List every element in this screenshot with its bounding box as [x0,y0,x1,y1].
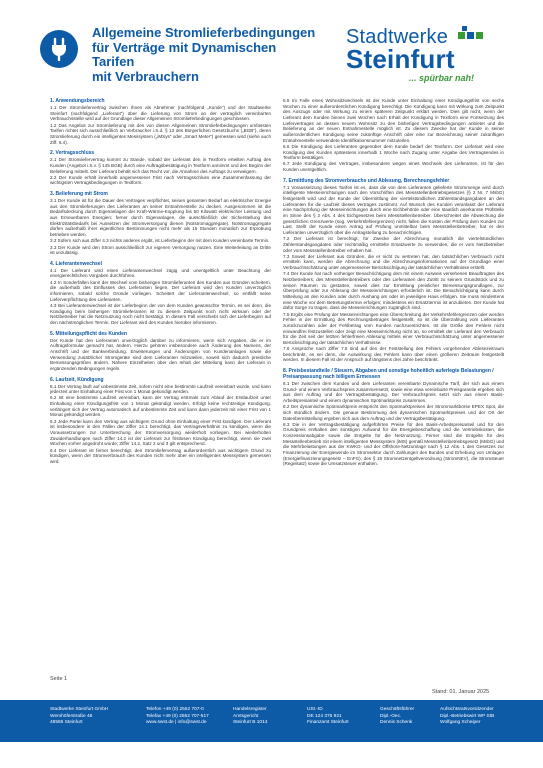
section-heading: 5. Mitteilungspflicht des Kunden [50,330,127,337]
footer-line: Dipl.-Oec. [380,713,402,719]
company-footer [0,700,543,742]
footer-line: Aufsichtsratsvorsitzender [440,707,494,712]
footer-line: Finanzamt Steinfurt [307,720,349,726]
section-heading: 1. Anwendungsbereich [50,98,105,104]
footer-line: Geschäftsführer [380,707,415,712]
section [50,261,271,326]
section-heading: 3. Belieferung mit Strom [50,191,108,198]
logo-square-icon [458,32,465,39]
section [50,331,271,372]
section-paragraph: 2.1 Der Stromliefervertrag kommt zu Stande, sobald der Lieferant den in Textform erteilten Auftrag des Kunden (Angebot i.S.v. § 145 BGB) durch eine Auftragsbestätigung in Textform annimmt und den Beginn der Belieferung mitteilt. Der Lieferant behält sich das Recht vor, die Annahme des Auftrags zu verweigern. [50,157,271,174]
section [283,98,504,173]
footer-contact [146,707,209,727]
section-heading: 6. Laufzeit, Kündigung [50,376,104,383]
section-paragraph: 7.6 Ansprüche nach Ziffer 7.5 sind auf den der Feststellung des Fehlers vorgehenden Ablesezeitraum beschränkt, es sei denn, die Auswirkung des Fehlers kann über einen größeren Zeitraum festgestellt werden. In diesem Fall ist der Anspruch auf längstens drei Jahre beschränkt. [283,346,504,363]
section-paragraph: 6.3 Jede Partei kann den Vertrag aus wichtigem Grund ohne Einhaltung einer Frist kündigen. Der Lieferant ist insbesondere in den Fällen der Ziffer 14.1 berechtigt, das Vertragsverhältnis zu kündigen, wenn die Voraussetzungen zur Unterbrechung der Stromversorgung wiederholt vorliegen. Bei wiederholten Zuwiderhandlungen nach Ziffer 14.2 ist der Lieferant zur fristlosen Kündigung berechtigt, wenn sie zwei Wochen vorher angedroht wurde; Ziffer 14.2, Satz 2 und 3 gilt entsprechend. [50,418,271,447]
footer-line: Dennis Schenk [380,720,413,726]
footer-line: Dipl.-Betriebswirt WP StB [440,713,495,719]
section [50,98,271,145]
section-paragraph: 3.3 Der Kunde wird den Strom ausschließlich zur eigenen Versorgung nutzen. Eine Weiterleitung an Dritte ist unzulässig. [50,244,271,256]
section-paragraph: 4.1 Der Lieferant wird einen Lieferantenwechsel zügig und unentgeltlich unter Beachtung der energierechtlichen Vorgaben durchführen. [50,267,271,279]
footer-management [380,707,414,727]
footer-line: Wemhöferstraße 48 [50,713,93,719]
footer-line: USt.-ID [307,707,323,712]
section-heading: 8. Preisbestandteile / Steuern, Abgaben und sonstige hoheitlich auferlegte Belastungen / Preisanpassung nach billigem Ermessen [283,368,494,381]
footer-line: www.swst.de | info@swst.de [146,720,207,726]
section-paragraph: 6.7 Jede Kündigung des Vertrages, insbesondere wegen eines Wechsels des Lieferanten, ist für den Kunden unentgeltlich. [283,161,504,173]
section-paragraph: 6.5 Im Falle eines Wohnsitzwechsels ist der Kunde unter Einhaltung einer Kündigungsfrist von sechs Wochen zu einer außerordentlichen Kündigung berechtigt. Die Kündigung kann mit Wirkung zum Zeitpunkt des Auszugs oder mit Wirkung zu einem späteren Zeitpunkt erklärt werden. Dies gilt nicht, wenn der Lieferant dem Kunden binnen zwei Wochen nach Erhalt der Kündigung in Textform eine Fortsetzung des Liefervertrages an dessen neuem Wohnsitz zu den bisherigen Vertragsbedingungen anbietet und die Belieferung an der neuen Entnahmestelle möglich ist. Zu diesem Zwecke hat der Kunde in seiner außerordentlichen Kündigung seine zukünftige Anschrift oder eine zur Bezeichnung seiner zukünftigen Entnahmestelle verwendete Identifikationsnummer mitzuteilen. [283,98,504,143]
section-paragraph: 7.3 Soweit der Lieferant aus Gründen, die er nicht zu vertreten hat, den tatsächlichen Verbrauch nicht ermitteln kann, werden die Abrechnung und die Abrechnungsinformationen auf der Grundlage einer Verbrauchsschätzung unter angemessener Berücksichtigung der tatsächlichen Verhältnisse erstellt. [283,253,504,271]
footer-line: Steinfurt B 1014 [233,720,268,726]
section-paragraph: 8.2 Der dynamische Spotmarktpreis entspricht den Spotmarktpreisen der Strommarktbörse EPEX Spot, die sich stündlich ändern. Die genaue Bestimmung des dynamischen Spotmarktpreises und der Ort der Datenbereitstellung ergeben sich aus dem Auftrag und der Vertragsbestätigung. [283,404,504,421]
logo-square-icon [467,32,474,39]
document-date: Stand: 01. Januar 2025 [432,689,490,695]
footer-line: Telefax +49 (0) 2552 707-517 [146,713,209,719]
logo-square-icon [476,32,483,39]
title-line: mit Verbrauchern [92,68,199,84]
section [283,368,504,467]
company-logo [346,26,516,82]
text-column-right [283,98,504,658]
section-paragraph: 4.3 Bei Lieferantenwechsel ist der Lieferbeginn der von dem Kunden gewünschte Termin, es sei denn, die Kündigung beim bisherigen Stromlieferanten ist zu diesem Zeitpunkt noch nicht wirksam oder der Netzbetreiber hat die Netznutzung noch nicht bestätigt. In diesem Fall verschiebt sich der Lieferbeginn auf den nächstmöglichen Termin. Der Lieferant wird den Kunden hierüber informieren. [50,302,271,325]
page-number: Seite 1 [50,676,68,682]
logo-slogan: ... spürbar nah! [409,73,475,83]
section-paragraph: 7.4 Der Kunde hat nach vorheriger Benachrichtigung dem mit einem Ausweis versehenen Beauftragten des Netzbetreibers, des Messstellenbetreibers oder des Lieferanten den Zutritt zu seinem Grundstück und zu seinen Räumen zu gestatten, soweit dies zur Ermittlung preislicher Bemessungsgrundlagen, zur Überprüfung oder zur Ablesung der Messeinrichtungen erforderlich ist. Die Benachrichtigung kann durch Mitteilung an den Kunden oder durch Aushang am oder im jeweiligen Haus erfolgen. Sie muss mindestens eine Woche vor dem Betretungstermin erfolgen; mindestens ein Ersatztermin ist anzubieten. Der Kunde hat dafür Sorge zu tragen, dass die Messeinrichtungen zugänglich sind. [283,271,504,311]
document-header [0,0,543,92]
logo-text-steinfurt: Steinfurt [346,44,455,74]
footer-register [233,707,267,727]
section [50,377,271,465]
footer-line: Stadtwerke Steinfurt GmbH [50,707,109,712]
section-paragraph: 7.2 Der Lieferant ist berechtigt, für Zwecke der Abrechnung monatlich die viertelstündlichen Zählerstandsgangdaten oder rechtmäßig ermittelte Ersatzwerte zu verwenden, die er vom Netzbetreiber oder vom Messstellenbetreiber erhalten hat. [283,236,504,253]
section-heading: 4. Lieferantenwechsel [50,260,102,267]
section-paragraph: 7.5 Ergibt eine Prüfung der Messeinrichtungen eine Überschreitung der Verkehrsfehlergrenzen oder werden Fehler in der Ermittlung des Rechnungsbetrages festgestellt, so ist die Überzahlung vom Lieferanten zurückzuzahlen oder der Fehlbetrag vom Kunden nachzuentrichten. Ist die Größe des Fehlers nicht einwandfrei festzustellen oder zeigt eine Messeinrichtung nicht an, so ermittelt der Lieferant den Verbrauch für die Zeit seit der letzten fehlerfreien Ablesung mittels einer Verbrauchsschätzung unter angemessener Berücksichtigung der tatsächlichen Verhältnisse. [283,311,504,345]
section-paragraph: 6.2 Ist eine bestimmte Laufzeit vereinbart, kann der Vertrag erstmals zum Ablauf der Erstlaufzeit unter Einhaltung einer Kündigungsfrist von 1 Monat gekündigt werden. Erfolgt keine rechtzeitige Kündigung, verlängert sich der Vertrag automatisch auf unbestimmte Zeit und kann dann jederzeit mit einer Frist von 1 Monat gekündigt werden. [50,395,271,418]
footer-address [50,707,108,727]
footer-line: Telefon +49 (0) 2552 707-0 [146,707,204,712]
section-paragraph: 8.1 Der zwischen dem Kunden und dem Lieferanten vereinbarte Dynamische Tarif, der sich aus einem Grund- und einem Verbrauchspreis zusammensetzt, sowie eine etwa vereinbarte Preisgarantie ergeben sich aus dem Auftrag und der Vertragsbestätigung. Der Verbrauchspreis setzt sich aus einem Basis-Arbeitspreisanteil und einem dynamischen Spotmarktpreis zusammen. [283,381,504,403]
logo-text-stadtwerke: Stadtwerke [346,26,449,48]
section-paragraph: Der Kunde hat den Lieferanten unverzüglich darüber zu informieren, wenn sich Angaben, die er im Auftragsformular gemacht hat, ändern. Hierzu gehören insbesondere auch Änderung des Namens, der Anschrift und der Bankverbindung. Erweiterungen und Änderungen von Kundenanlagen sowie die Verwendung zusätzlicher Stromgeräte sind dem Lieferanten mitzuteilen, soweit sich dadurch preisliche Bemessungsgrößen ändern. Nähere Einzelheiten über den Inhalt der Mitteilung kann der Lieferant in ergänzenden Bedingungen regeln. [50,337,271,371]
section-paragraph: 4.2 In Sonderfällen kann der Wechsel vom bisherigen Stromlieferanten des Kunden aus Gründen scheitern, die außerhalb des Einflusses des Lieferanten liegen. Der Lieferant wird den Kunden unverzüglich informieren, sobald solche Gründe vorliegen. Scheitert der Lieferantenwechsel, so entfällt seine Lieferverpflichtung des Lieferanten. [50,279,271,302]
footer-line: 48565 Steinfurt [50,720,83,726]
footer-line: Wolfgang Scheiper [440,720,481,726]
section-paragraph: 7.1 Voraussetzung dieses Tarifes ist es, dass die von dem Lieferanten gelieferte Strommenge wird durch intelligente Messeinrichtungen nach den Vorschriften des Messstellenbetriebsgesetzes (§ 2 Nr. 7 MsbG) festgestellt wird und der Kunde der Übermittlung der viertelstündlichen Zählerstandsgangdaten an den Lieferanten für die Laufzeit dieses Vertrages zustimmt. Auf Wunsch des Kunden veranlasst der Lieferant eine Nachprüfung der Messeinrichtungen durch eine Eichbehörde oder eine staatlich anerkannte Prüfstelle im Sinne des § 2 Abs. 4 des Eichgesetzes beim Messstellenbetreiber. Überschreitet die Abweichung die gesetzlichen Grenzwerte (sog. Verkehrsfehlergrenzen) nicht, fallen die Kosten der Prüfung dem Kunden zur Last. Stellt der Kunde einen Antrag auf Prüfung unmittelbar beim Messstellenbetreiber, hat er den Lieferanten unverzüglich über die Antragstellung zu benachrichtigen. [283,184,504,235]
section-paragraph: 3.1 Der Kunde ist für die Dauer des Vertrages verpflichtet, seinen gesamten Bedarf an elektrischer Energie aus den Stromlieferungen des Lieferanten an seiner Entnahmestelle zu decken. Ausgenommen ist die Bedarfsdeckung durch Eigenanlagen der Kraft-Wärme-Kopplung bis 50 Kilowatt elektrischer Leistung und aus Erneuerbaren Energien; ferner durch Eigenanlagen, die ausschließlich der Sicherstellung des Elektrizitätsbedarfs bei Aussetzen der Stromversorgung dienen (Notstromaggregate). Notstromaggregate dürfen außerhalb ihrer eigentlichen Bestimmungen nicht mehr als 15 Stunden monatlich zur Erprobung betrieben werden. [50,198,271,237]
section [283,178,504,363]
section-heading: 2. Vertragsschluss [50,150,95,157]
footer-supervisory-board [440,707,494,727]
footer-tax-id [307,707,349,727]
section-paragraph: 6.1 Der Vertrag läuft auf unbestimmte Zeit, sofern nicht eine bestimmte Laufzeit vereinbart wurde, und kann jederzeit unter Einhaltung einer Frist von 1 Monat gekündigt werden. [50,383,271,395]
section-paragraph: 2.2 Der Kunde erhält innerhalb angemessener Frist nach Vertragsschluss eine Zusammenfassung der wichtigsten Vertragsbedingungen in Textform. [50,174,271,186]
plug-icon [40,30,78,68]
logo-square-icon [462,26,467,31]
section-paragraph: 8.3 Die in der Vertragsbestätigung aufgeführten Preise für den Basis-Arbeitspreisanteil und für den Grundpreis enthalten den sonstigen Aufwand für die Energiebeschaffung und die Vertriebskosten, die Konzessionsabgabe sowie die Entgelte für die Netznutzung. Ferner sind die Entgelte für den Messstellenbetrieb mit einem intelligenten Messsystem (iMS) gemäß Messstellenbetriebsgesetz (MsbG) und die Mehrbelastungen aus der KWKG- und der Offshore-Netzumlage nach § 12 Abs. 1 des Gesetzes zur Finanzierung der Energiewende im Stromsektor durch Zahlungen des Bundes und Erhebung von Umlagen (Energiefinanzierungsgesetz – EnFG), des § 19 Stromnetzentgeltverordnung (StromNEV), die Stromsteuer (Regelsatz) sowie die Umsatzsteuer enthalten. [283,421,504,467]
document-body [50,98,505,658]
footer-line: Handelsregister [233,707,267,712]
section-paragraph: 3.2 Sofern sich aus Ziffer 4.3 nichts anderes ergibt, ist Lieferbeginn der mit dem Kunden vereinbarte Termin. [50,238,270,244]
section-paragraph: 1.2 Das Angebot zur Stromlieferung mit den von diesen Allgemeinen Stromlieferbedingungen umfassten Tarifen richtet sich ausschließlich an Verbraucher i.S.d. § 13 des Bürgerlichen Gesetzbuchs („BGB“), deren Stromlieferung durch ein intelligentes Messsystem („iMSys“ oder „Smart Meter“) gemessen wird (siehe auch Ziff. 6.4). [50,122,271,145]
section-paragraph: 1.1 Der Stromliefervertrag zwischen Ihnen als Abnehmer (nachfolgend „Kunde“) und der Stadtwerke Steinfurt (nachfolgend „Lieferant“) über die Lieferung von Strom an der vertraglich vereinbarten Verbrauchsstelle wird auf der Grundlage dieser Allgemeinen Stromlieferbedingungen geschlossen. [50,105,271,122]
section-paragraph: 6.6 Die Kündigung des Lieferanten gegenüber dem Kunde bedarf der Textform. Der Lieferant wird eine Kündigung des Kunden spätestens innerhalb 1 Woche nach Zugang unter Angabe des Vertragsendes in Textform bestätigen. [283,143,504,161]
title-line: für Verträge mit Dynamischen Tarifen [92,39,277,69]
title-line: Allgemeine Stromlieferbedingungen [92,25,316,40]
document-title [92,26,322,84]
footer-line: Amtsgericht [233,713,259,719]
section-heading: 7. Ermittlung des Stromverbrauchs und Ablesung, Berechnungsfehler [283,177,450,184]
section [50,191,271,256]
section-paragraph: 6.4 Der Lieferant ist ferner berechtigt, den Stromliefervertrag außerordentlich aus wichtigem Grund zu kündigen, wenn der Stromverbrauch des Kunden nicht mehr über ein intelligentes Messsystem gemessen wird. [50,447,271,464]
footer-line: DE 124 375 921 [307,713,342,719]
section [50,150,271,186]
text-column-left [50,98,271,658]
